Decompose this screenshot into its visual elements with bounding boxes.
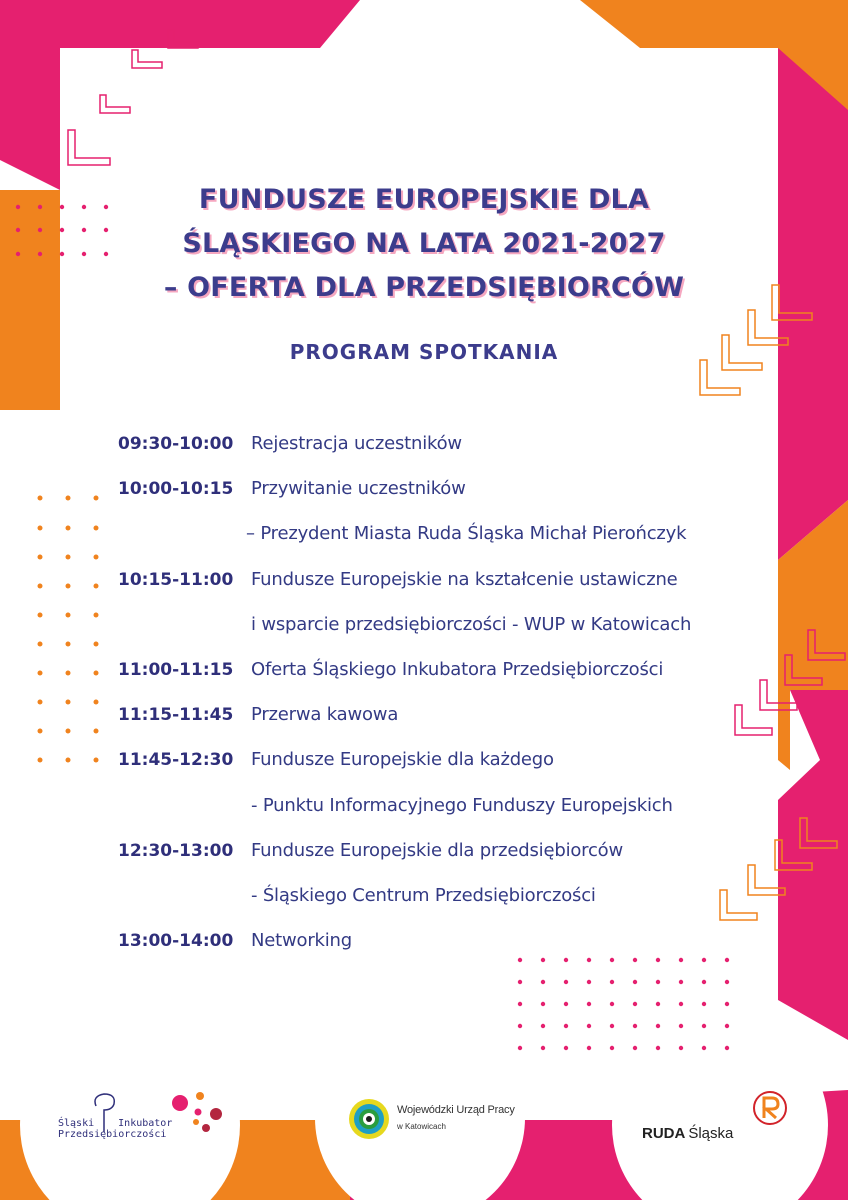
decor-dot xyxy=(725,1024,729,1028)
decor-dot xyxy=(679,1046,683,1050)
wup-logo-icon xyxy=(347,1097,391,1141)
inkubator-line-2: Inkubator xyxy=(118,1118,173,1129)
decor-dot xyxy=(541,1024,545,1028)
schedule-text: Networking xyxy=(251,930,352,952)
schedule-time: 10:15-11:00 xyxy=(118,569,234,590)
decor-dot xyxy=(679,980,683,984)
decor-dot xyxy=(702,1002,706,1006)
page-title xyxy=(0,178,848,310)
schedule-time: 11:15-11:45 xyxy=(118,705,234,726)
decor-dot xyxy=(518,1002,522,1006)
inkubator-line-1: Śląski xyxy=(58,1118,95,1129)
inkubator-line-3: Przedsiębiorczości xyxy=(58,1129,167,1140)
schedule-time: 10:00-10:15 xyxy=(118,479,234,500)
schedule-row xyxy=(118,520,808,565)
decor-dot xyxy=(702,1024,706,1028)
decor-dot xyxy=(679,1024,683,1028)
decor-dot xyxy=(564,1024,568,1028)
decor-dot xyxy=(633,980,637,984)
decor-dot xyxy=(633,1024,637,1028)
schedule-row xyxy=(118,566,808,611)
wup-line-1: Wojewódzki Urząd Pracy xyxy=(397,1104,515,1116)
schedule-row xyxy=(118,746,808,791)
schedule-row xyxy=(118,611,808,656)
schedule-row xyxy=(118,430,808,475)
schedule-time: 09:30-10:00 xyxy=(118,434,234,454)
schedule-text: Fundusze Europejskie dla każdego xyxy=(251,749,554,771)
schedule-text: i wsparcie przedsiębiorczości - WUP w Katowicach xyxy=(251,613,692,635)
decor-dot xyxy=(725,1046,729,1050)
schedule-text: Fundusze Europejskie dla przedsiębiorców xyxy=(251,839,624,861)
decor-dot xyxy=(633,1002,637,1006)
schedule-text: Przywitanie uczestników xyxy=(251,478,466,500)
decor-dot xyxy=(679,1002,683,1006)
decor-dot xyxy=(656,1046,660,1050)
decor-dot xyxy=(518,1024,522,1028)
schedule-time: 12:30-13:00 xyxy=(118,840,234,861)
decor-dot xyxy=(633,1046,637,1050)
wup-logo-text xyxy=(397,1104,515,1131)
decor-dot xyxy=(564,980,568,984)
decor-dot xyxy=(725,980,729,984)
decor-dot xyxy=(610,980,614,984)
title-line-2: ŚLĄSKIEGO NA LATA 2021-2027 xyxy=(182,228,666,259)
schedule-row xyxy=(118,656,808,701)
title-line-1: FUNDUSZE EUROPEJSKIE DLA xyxy=(198,184,650,215)
decor-dot xyxy=(518,1046,522,1050)
schedule-text: Oferta Śląskiego Inkubatora Przedsiębiorczości xyxy=(251,658,664,680)
schedule-row xyxy=(118,475,808,520)
ruda-slaska-emblem-icon xyxy=(752,1090,788,1126)
decor-dot xyxy=(518,980,522,984)
decor-dot xyxy=(610,1046,614,1050)
schedule-time: 11:45-12:30 xyxy=(118,750,234,771)
decor-dot xyxy=(587,1002,591,1006)
decor-dot xyxy=(587,1046,591,1050)
decor-dot xyxy=(587,1024,591,1028)
schedule-row xyxy=(118,927,808,972)
ruda-slaska-logo-text xyxy=(642,1125,733,1142)
schedule-text: Przerwa kawowa xyxy=(251,704,399,726)
inkubator-logo-text xyxy=(58,1118,172,1140)
schedule-row xyxy=(118,837,808,882)
schedule-time: 13:00-14:00 xyxy=(118,931,234,952)
decor-dot xyxy=(564,1046,568,1050)
schedule-list xyxy=(118,430,808,972)
schedule-row xyxy=(118,701,808,746)
decor-dot xyxy=(610,1024,614,1028)
title-line-3: – OFERTA DLA PRZEDSIĘBIORCÓW xyxy=(163,272,685,303)
decor-dot xyxy=(564,1002,568,1006)
decor-dot xyxy=(656,1002,660,1006)
schedule-row xyxy=(118,792,808,837)
schedule-text: - Punktu Informacyjnego Funduszy Europejskich xyxy=(251,794,673,816)
schedule-text: – Prezydent Miasta Ruda Śląska Michał Pierończyk xyxy=(246,523,687,545)
schedule-text: Fundusze Europejskie na kształcenie ustawiczne xyxy=(251,568,678,590)
decor-dot xyxy=(541,980,545,984)
schedule-text: - Śląskiego Centrum Przedsiębiorczości xyxy=(251,884,596,906)
decor-dot xyxy=(702,1046,706,1050)
schedule-text: Rejestracja uczestników xyxy=(251,433,462,454)
decor-dot xyxy=(541,1002,545,1006)
decor-dot xyxy=(610,1002,614,1006)
wup-line-2: w Katowicach xyxy=(397,1122,446,1131)
decor-dot xyxy=(725,1002,729,1006)
decor-dot xyxy=(656,1024,660,1028)
ruda-bold-text: RUDA xyxy=(642,1125,686,1142)
schedule-time: 11:00-11:15 xyxy=(118,659,234,680)
program-heading: PROGRAM SPOTKANIA xyxy=(289,340,559,364)
decor-dot xyxy=(702,980,706,984)
ruda-light-text: Śląska xyxy=(688,1125,734,1142)
decor-dot xyxy=(587,980,591,984)
decor-dot xyxy=(541,1046,545,1050)
schedule-row xyxy=(118,882,808,927)
decor-dot xyxy=(656,980,660,984)
